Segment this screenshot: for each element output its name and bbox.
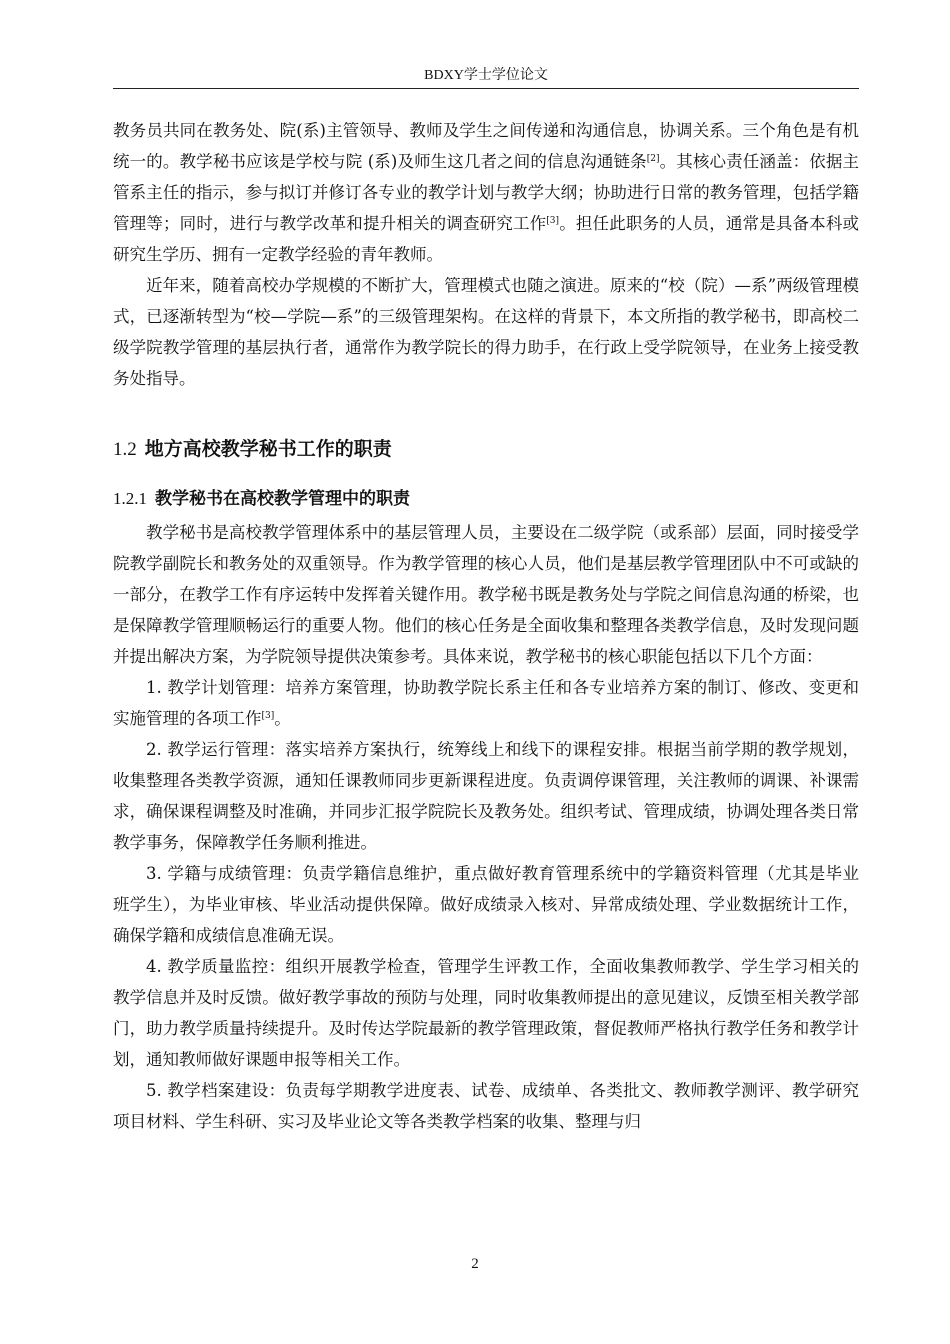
list-item: 4. 教学质量监控：组织开展教学检查，管理学生评教工作，全面收集教师教学、学生学习相关的教学信息并及时反馈。做好教学事故的预防与处理，同时收集教师提出的意见建议，反馈至相关教学部门，助力教学质量持续提升。及时传达学院最新的教学管理政策，督促教师严格执行教学任务和教学计划，通知教师做好课题申报等相关工作。	[113, 957, 859, 1069]
list-item: 5. 教学档案建设：负责每学期教学进度表、试卷、成绩单、各类批文、教师教学测评、教学研究项目材料、学生科研、实习及毕业论文等各类教学档案的收集、整理与归	[113, 1081, 859, 1131]
body-content	[113, 115, 859, 1137]
paragraph: 近年来，随着高校办学规模的不断扩大，管理模式也随之演进。原来的“校（院）—系”两级管理模式，已逐渐转型为“校—学院—系”的三级管理架构。在这样的背景下，本文所指的教学秘书，即高校二级学院教学管理的基层执行者，通常作为教学院长的得力助手，在行政上受学院领导，在业务上接受教务处指导。	[113, 276, 859, 388]
list-item: 3. 学籍与成绩管理：负责学籍信息维护，重点做好教育管理系统中的学籍资料管理（尤其是毕业班学生），为毕业审核、毕业活动提供保障。做好成绩录入核对、异常成绩处理、学业数据统计工作，确保学籍和成绩信息准确无误。	[113, 864, 859, 945]
citation: [3]	[546, 216, 560, 226]
page-header: BDXY学士学位论文	[113, 66, 859, 89]
section-heading: 1.2 地方高校教学秘书工作的职责	[113, 438, 392, 460]
page-number: 2	[471, 1256, 479, 1272]
subsection-heading: 1.2.1 教学秘书在高校教学管理中的职责	[113, 489, 410, 509]
paragraph: 教学秘书是高校教学管理体系中的基层管理人员，主要设在二级学院（或系部）层面，同时接受学院教学副院长和教务处的双重领导。作为教学管理的核心人员，他们是基层教学管理团队中不可或缺的一部分，在教学工作有序运转中发挥着关键作用。教学秘书既是教务处与学院之间信息沟通的桥梁，也是保障教学管理顺畅运行的重要人物。他们的核心任务是全面收集和整理各类教学信息，及时发现问题并提出解决方案，为学院领导提供决策参考。具体来说，教学秘书的核心职能包括以下几个方面：	[113, 523, 859, 666]
citation: [3]	[261, 711, 275, 721]
citation: [2]	[646, 154, 660, 164]
paragraph-continued: 教务员共同在教务处、院(系)主管领导、教师及学生之间传递和沟通信息，协调关系。三个角色是有机统一的。教学秘书应该是学校与院 (系)及师生这几者之间的信息沟通链条[2]。其核心责任涵盖：依据主管系主任的指示，参与拟订并修订各专业的教学计划与教学大纲；协助进行日常的教务管理，包括学籍管理等；同时，进行与教学改革和提升相关的调查研究工作[3]。担任此职务的人员，通常是具备本科或研究生学历、拥有一定教学经验的青年教师。	[113, 121, 860, 264]
list-item: 2. 教学运行管理：落实培养方案执行，统筹线上和线下的课程安排。根据当前学期的教学规划，收集整理各类教学资源，通知任课教师同步更新课程进度。负责调停课管理，关注教师的调课、补课需求，确保课程调整及时准确，并同步汇报学院院长及教务处。组织考试、管理成绩，协调处理各类日常教学事务，保障教学任务顺利推进。	[113, 740, 859, 852]
list-item: 1. 教学计划管理：培养方案管理，协助教学院长系主任和各专业培养方案的制订、修改、变更和实施管理的各项工作[3]。	[113, 678, 859, 728]
